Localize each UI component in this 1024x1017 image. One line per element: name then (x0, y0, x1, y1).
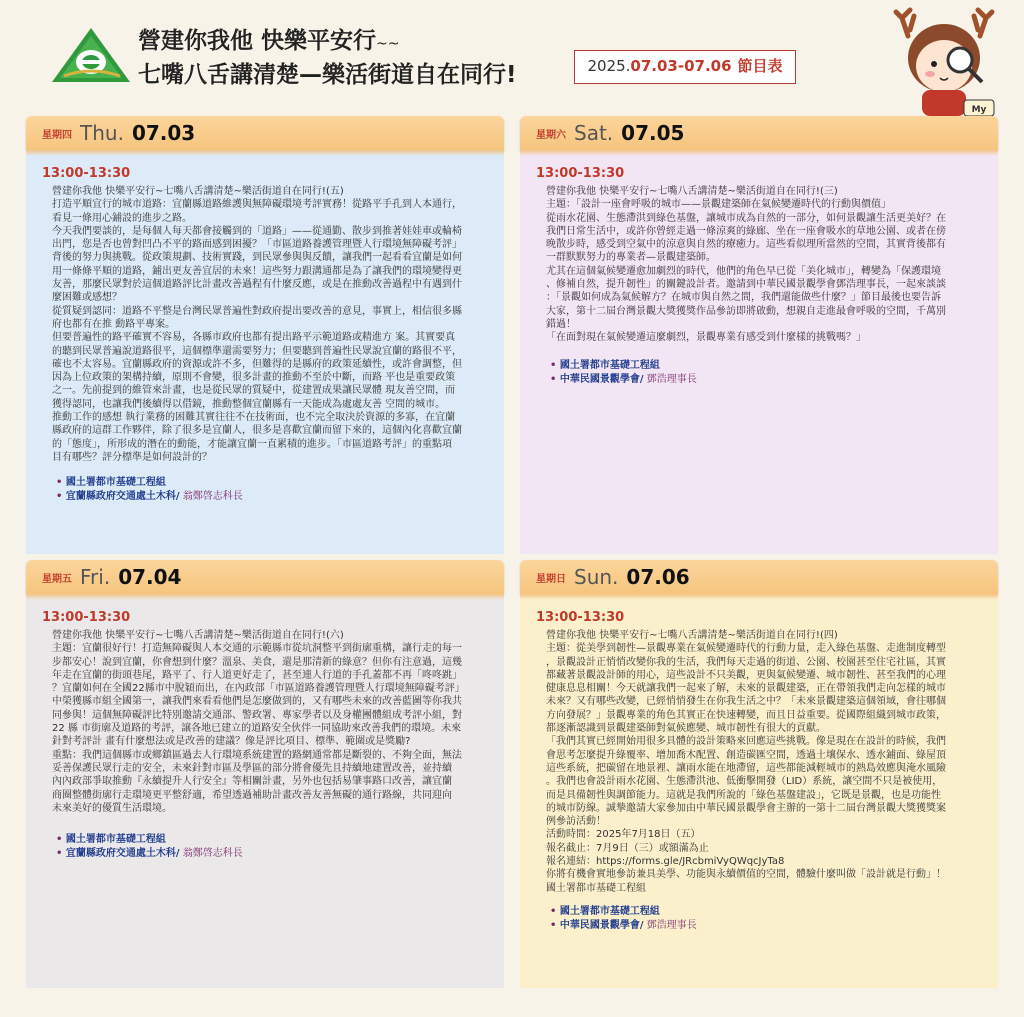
program-text: 營建你我他 快樂平安行~七嘴八舌講清楚~樂活街道自在同行!(五) 打造平順宜行的城市道路：宜蘭縣道路維護與無障礙環境考評實務！從路平手孔到人本通行， 看見一條用心鋪設的進步之路。 今天我們要談的，是每個人每天都會接觸到的「道路」——從通勤、散步到推著娃娃車或輪椅 出門，您是否也曾對凹凸不平的路面感到困擾？「市區道路養護管理暨人行環境無障礙考評」 背後的努力與挑戰。從政策規劃、技術實踐，到民眾參與與反饋，讓我們一起看看宜蘭是如何 用一條條平順的道路，鋪出更友善宜居的未來！這些努力跟溝通都是為了讓我們的環境變得更 友善，那麼民眾對於這個道路評比計畫改善過程有什麼反應，或是在推動改善過程中有遇到什 麼困難或感想？ 從質疑到認同：道路不平整是台灣民眾普遍性對政府提出要改善的意見，事實上，相信很多縣 府也都有在推 動路平專案。 但要普遍性的路平確實不容易，各縣市政府也都有提出路平示範道路或精進方 案。其實要真 的聽到民眾普遍說道路很平，這個標準還需要努力；但要聽到普遍性民眾說宜蘭的路很不平， 確也不太容易。宜蘭縣政府的資源或許不多，但難得的是縣府的政策延續性，或許會調整，但 因為上位政策的架構持續，原則不會變，很多計畫的推動不至於中斷，而路 平也是重要政策 之一。先前提到的維管來計畫，也是從民眾的質疑中，從建置成果讓民眾體 現友善空間，而 獲得認同，也讓我們後續得以借鏡，推動整個宜蘭縣有一天能成為處處友善 空間的城市。 推動工作的感想 執行業務的困難其實往往不在技術面，也不完全取決於資源的多寡，在宜蘭 縣政府的這群工作夥伴，除了很多是宜蘭人，很多是喜歡宜蘭而留下來的，這個內化喜歡宜蘭 的「態度」，所形成的潛在的動能，才能讓宜蘭一直累積的進步。「市區道路考評」的重點項 目有哪些？評分標準是如何設計的？ (52, 186, 462, 463)
organizer-item: • 國土署都市基礎工程組 (56, 476, 488, 490)
organizer-item: • 宜蘭縣政府交通處土木科/ 翁鄭啓志科長 (56, 847, 488, 861)
logo-icon (50, 26, 132, 84)
organizer-item: • 中華民國景觀學會/ 鄧浩理事長 (550, 373, 982, 387)
title-line-1: 營建你我他 快樂平安行~~ (138, 28, 400, 54)
day-card-sun (520, 560, 998, 988)
organizer-item: • 國土署都市基礎工程組 (550, 359, 982, 373)
organizer-item: • 宜蘭縣政府交通處土木科/ 翁鄭啓志科長 (56, 490, 488, 504)
time-slot: 13:00-13:30 (42, 166, 131, 181)
day-header: 星期日 Sun. 07.06 (520, 560, 998, 594)
day-card-thu (26, 116, 504, 554)
organizers (42, 476, 488, 504)
organizer-item: • 中華民國景觀學會/ 鄧浩理事長 (550, 919, 982, 933)
day-body (26, 150, 504, 554)
time-slot: 13:00-13:30 (536, 166, 625, 181)
day-header: 星期四 Thu. 07.03 (26, 116, 504, 150)
day-body (520, 150, 998, 554)
organizer-item: • 國土署都市基礎工程組 (56, 833, 488, 847)
day-card-sat (520, 116, 998, 554)
day-body (520, 594, 998, 988)
program-text: 營建你我他 快樂平安行~七嘴八舌講清楚~樂活街道自在同行!(三) 主題：「設計一座會呼吸的城市——景觀建築師在氣候變遷時代的行動與價值」 從雨水花園、生態滯洪到綠色基盤，讓城市成為自然的一部分，如何景觀讓生活更美好？在 我們日常生活中，或許你曾經走過一條涼爽的綠廊、坐在一座會吸水的草地公園、或者在傍 晚散步時，感受到空氣中的涼意與自然的療癒力。這些看似理所當然的空間，其實背後都有 一群默默努力的專業者—景觀建築師。 尤其在這個氣候變遷愈加劇烈的時代，他們的角色早已從「美化城市」，轉變為「保護環境 、修補自然，提升韌性」的關鍵設計者。邀請到中華民國景觀學會鄧浩理事長，一起來談談 ：「景觀如何成為氣候解方？在城市與自然之間，我們還能做些什麼？」節目最後也要告訴 大家，第十二屆台灣景觀大獎獲獎作品參訪即將啟動，想親自走進最會呼吸的空間，千萬別 錯過！ 「在面對現在氣候變遷這麼劇烈，景觀專業有感受到什麼樣的挑戰嗎？」 (546, 186, 946, 344)
deer-mascot-icon (888, 6, 1000, 118)
header (0, 0, 1024, 115)
organizer-item: • 國土署都市基礎工程組 (550, 905, 982, 919)
organizers (536, 905, 982, 933)
organizers (42, 833, 488, 861)
program-text: 營建你我他 快樂平安行~七嘴八舌講清楚~樂活街道自在同行!(四) 主題：從美學到韌性—景觀專業在氣候變遷時代的行動力量，走入綠色基盤、走進制度轉型 ，景觀設計正悄悄改變你我的生活，我們每天走過的街道、公園、校園甚至住宅社區，其實 都藏著景觀設計師的用心，這些設計不只美觀，更與氣候變遷、城市韌性、甚至我們的心理 健康息息相關！今天就讓我們一起來了解，未來的景觀建築，正在帶領我們走向怎樣的城市 未來？又有哪些改變，已經悄悄發生在你我生活之中？「未來景觀建築這個領域，會往哪個 方向發展？」景觀專業的角色其實正在快速轉變，而且日益重要。從國際組織到城市政策， 都逐漸認識到景觀建築師對氣候應變、城市韌性有很大的貢獻。 「我們其實已經開始用很多具體的設計策略來回應這些挑戰。像是現在在設計的時候，我們 會思考怎麼提升綠覆率、增加喬木配置、創造碳匯空間，透過土壤保水、透水鋪面、綠屋頂 這些系統，把碳留在地景裡、讓雨水能在地滯留，這些都能減輕城市的熱島效應與淹水風險 。我們也會設計雨水花園、生態滯洪池、低衝擊開發（LID）系統，讓空間不只是被使用， 而是具備韌性與調節能力。這就是我們所說的「綠色基盤建設」，它既是景觀，也是功能性 的城市防線。誠摯邀請大家參加由中華民國景觀學會主辦的一第十二屆台灣景觀大獎獲獎案 例參訪活動！ 活動時間：2025年7月18日（五） 報名截止：7月9日（三）或額滿為止 報名連結：https://forms.gle/JRcbmiVyQWqcJyTa8 你將有機會實地參訪兼具美學、功能與永續價值的空間，體驗什麼叫做「設計就是行動」！ 國土署都市基礎工程組 (546, 630, 946, 894)
time-slot: 13:00-13:30 (536, 610, 625, 625)
day-card-fri (26, 560, 504, 988)
organizers (536, 359, 982, 387)
title-line-2: 七嘴八舌講清楚—樂活街道自在同行! (138, 62, 517, 88)
day-header: 星期五 Fri. 07.04 (26, 560, 504, 594)
program-text: 營建你我他 快樂平安行~七嘴八舌講清楚~樂活街道自在同行!(六) 主題：宜蘭很好行！打造無障礙與人本交通的示範縣市從坑洞整平到街廓重構，讓行走的每一 步都安心！說到宜蘭，你會想到什麼？溫泉、美食，還是那清新的綠意？但你有注意過，這幾 年走在宜蘭的街頭巷尾，路平了、行人道更好走了，甚至連人行道的手孔蓋都不再「咚咚跳」 ？宜蘭如何在全國22縣市中脫穎而出，在內政部「市區道路養護管理暨人行環境無障礙考評」 中榮獲縣市組全國第一，讓我們來看看他們是怎麼做到的，又有哪些未來的改善藍圖等你我共 同參與！這個無障礙評比特別邀請交通部、警政署、專家學者以及身權團體組成考評小組，對 22 縣 市街廓及道路的考評，譲各地已建立的道路安全伙伴一同協助來改善我們的環境。未來 針對考評計 畫有什麼想法或是改善的建議？像是評比項目、標準、範圍或是獎勵? 重點：我們這個縣市或鄉鎮區過去人行環境系統建置的路網通常都是斷裂的、不夠全面，無法 妥善保護民眾行走的安全，未來針對市區及學區的部分將會優先且持續地建置改善，並持續 內內政部爭取推動『永續提升人行安全』等相關計畫，另外也包括易肇事路口改善，讓宜蘭 商圈整體街廓行走環境更平整舒適，希望透過補助計畫改善友善無礙的通行路線，共同迎向 未來美好的優質生活環境。 (52, 630, 465, 814)
time-slot: 13:00-13:30 (42, 610, 131, 625)
mascot-badge: My (971, 105, 987, 115)
day-body (26, 594, 504, 988)
date-range-badge: 2025.07.03-07.06 節目表 (574, 50, 796, 84)
day-header: 星期六 Sat. 07.05 (520, 116, 998, 150)
